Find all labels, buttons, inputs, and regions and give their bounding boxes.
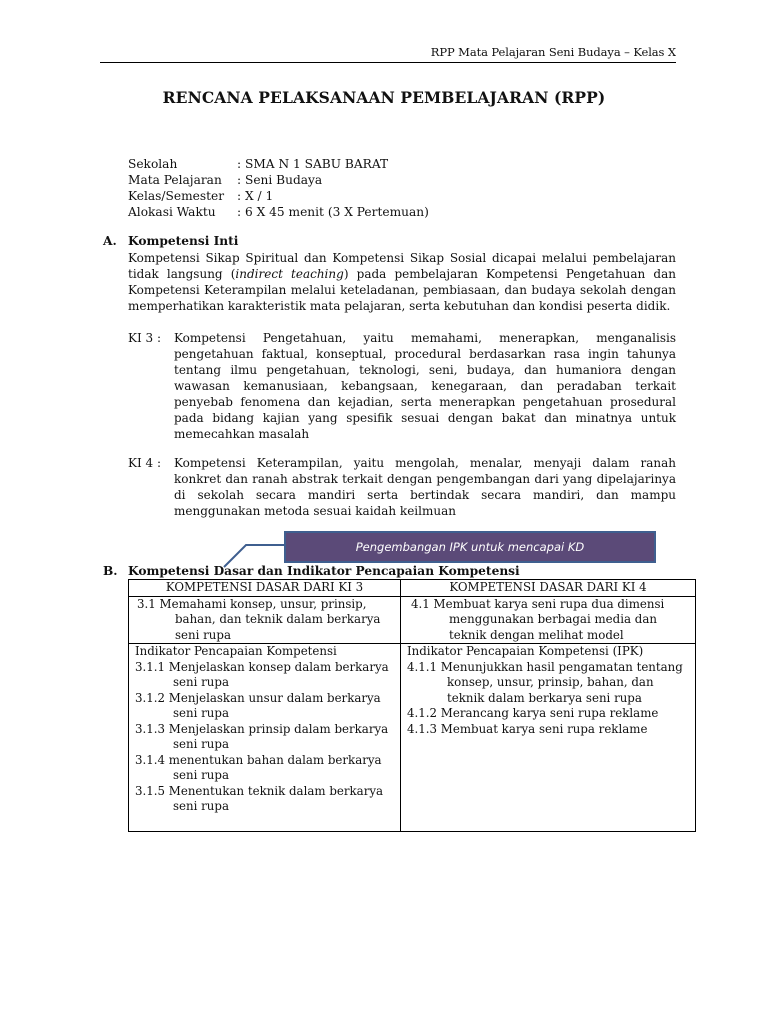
ki3-text: Kompetensi Pengetahuan, yaitu memahami, menerapkan, menganalisis pengetahuan faktual, konseptual, procedural berdasarkan rasa ingin tahunya tentang ilmu pengetahuan, teknologi, seni, budaya, dan humaniora dengan wawasan kemanusiaan, kebangsaan, kenegaraan, dan peradaban terkait penyebab fenomena dan kejadian, serta menerapkan pengetahuan prosedural pada bidang kajian yang spesifik sesuai dengan bakat dan minatnya untuk memecahkan masalah xyxy=(174,331,676,441)
info-label: Sekolah xyxy=(128,157,178,171)
running-header: RPP Mata Pelajaran Seni Budaya – Kelas X xyxy=(430,45,676,59)
kd-num: 3.1 xyxy=(137,596,160,611)
kd4-item xyxy=(411,597,689,644)
list-item: 3.1.1 Menjelaskan konsep dalam berkarya seni rupa xyxy=(135,659,389,689)
section-letter: B. xyxy=(103,564,118,578)
list-item: 3.1.2 Menjelaskan unsur dalam berkarya seni rupa xyxy=(135,690,381,720)
para-italic: indirect teaching xyxy=(235,267,344,281)
ki3-label: KI 3 : xyxy=(128,331,162,345)
kd3-item xyxy=(137,597,394,644)
kd-text: Membuat karya seni rupa dua dimensi menggunakan berbagai media dan teknik dengan melihat model xyxy=(433,596,665,642)
document-title: RENCANA PELAKSANAAN PEMBELAJARAN (RPP) xyxy=(162,88,606,107)
header-kd3: KOMPETENSI DASAR DARI KI 3 xyxy=(129,580,401,597)
ipk4-title: Indikator Pencapaian Kompetensi (IPK) xyxy=(407,644,644,658)
info-label: Kelas/Semester xyxy=(128,189,225,203)
ki4-label: KI 4 : xyxy=(128,456,162,470)
table-row xyxy=(129,596,696,644)
kd-text: Memahami konsep, unsur, prinsip, bahan, dan teknik dalam berkarya seni rupa xyxy=(159,596,381,642)
ki4-text: Kompetensi Keterampilan, yaitu mengolah, menalar, menyaji dalam ranah konkret dan ranah abstrak terkait dengan pengembangan dari yang dipelajarinya di sekolah secara mandiri serta bertindak secara mandiri, dan mampu menggunakan metoda sesuai kaidah keilmuan xyxy=(174,456,676,518)
table-header-row xyxy=(129,580,696,597)
para-text: Kompetensi Sikap Spiritual dan Kompetensi Sikap Sosial dicapai melalui pembelajaran tidak langsung ( xyxy=(128,251,676,281)
info-value: : SMA N 1 SABU BARAT xyxy=(237,157,389,171)
kd-num: 4.1 xyxy=(411,596,434,611)
kd3-cell xyxy=(129,596,401,644)
header-kd4: KOMPETENSI DASAR DARI KI 4 xyxy=(401,580,696,597)
info-value: : X / 1 xyxy=(237,189,274,203)
list-item: 3.1.4 menentukan bahan dalam berkarya seni rupa xyxy=(135,752,382,782)
info-label: Mata Pelajaran xyxy=(128,173,222,187)
list-item: 3.1.3 Menjelaskan prinsip dalam berkarya seni rupa xyxy=(135,721,389,751)
kd-table xyxy=(128,579,696,832)
list-item: 3.1.5 Menentukan teknik dalam berkarya seni rupa xyxy=(135,783,384,813)
section-letter: A. xyxy=(103,234,117,248)
ipk4-cell xyxy=(401,644,696,832)
list-item: 4.1.1 Menunjukkan hasil pengamatan tentang konsep, unsur, prinsip, bahan, dan teknik dalam berkarya seni rupa xyxy=(407,659,683,705)
callout-text: Pengembangan IPK untuk mencapai KD xyxy=(355,540,585,554)
info-label: Alokasi Waktu xyxy=(128,205,216,219)
ipk3-title: Indikator Pencapaian Kompetensi xyxy=(135,644,337,658)
table-row xyxy=(129,644,696,832)
callout-box xyxy=(284,531,656,563)
ipk3-cell xyxy=(129,644,401,832)
info-value: : 6 X 45 menit (3 X Pertemuan) xyxy=(237,205,429,219)
info-value: : Seni Budaya xyxy=(237,173,323,187)
kd4-cell xyxy=(401,596,696,644)
list-item: 4.1.3 Membuat karya seni rupa reklame xyxy=(407,721,648,736)
section-b-heading xyxy=(103,564,520,578)
para-text: ) pada pembelajaran Kompetensi Pengetahuan dan Kompetensi Keterampilan melalui keteladanan, pembiasaan, dan budaya sekolah dengan memperhatikan karakteristik mata pelajaran, serta kebutuhan dan kondisi peserta didik. xyxy=(128,267,676,313)
section-title: Kompetensi Inti xyxy=(128,234,239,248)
list-item: 4.1.2 Merancang karya seni rupa reklame xyxy=(407,706,659,720)
section-title: Kompetensi Dasar dan Indikator Pencapaian Kompetensi xyxy=(128,564,520,578)
